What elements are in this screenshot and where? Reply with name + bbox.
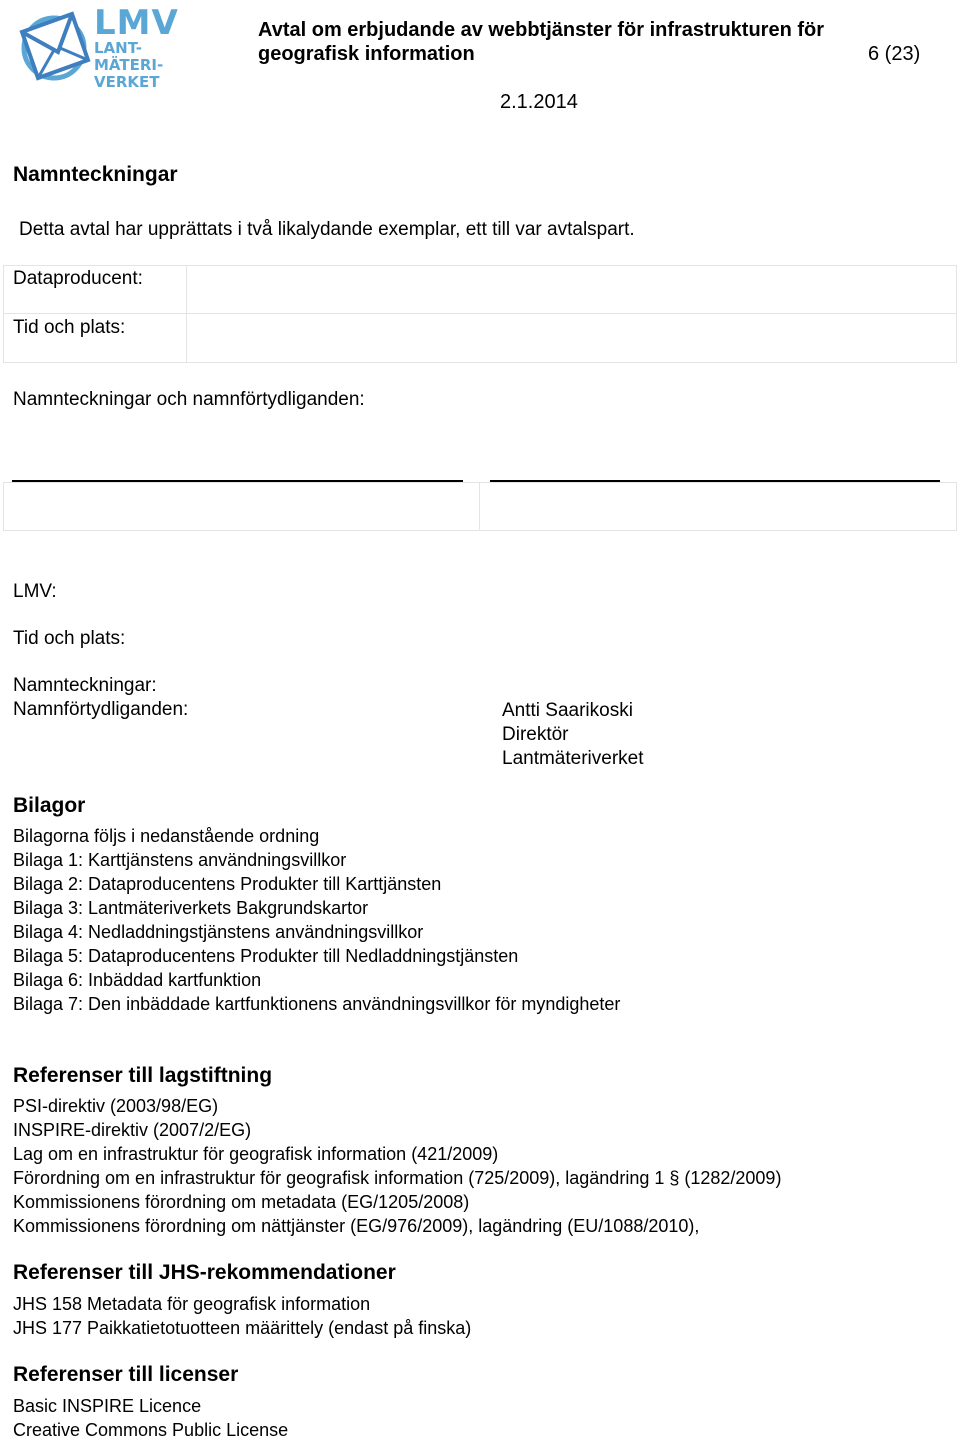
logo-line-materi: MÄTERI- xyxy=(94,56,164,74)
list-item: Bilaga 2: Dataproducentens Produkter till Karttjänsten xyxy=(13,874,442,894)
signatures-heading: Namnteckningar xyxy=(13,163,178,186)
jhs-list xyxy=(13,1292,471,1340)
list-item: Bilagorna följs i nedanstående ordning xyxy=(13,826,320,846)
list-item: Bilaga 5: Dataproducentens Produkter till Nedladdningstjänsten xyxy=(13,946,519,966)
logo-line-lant: LANT- xyxy=(94,39,142,57)
bilagor-heading: Bilagor xyxy=(13,794,86,817)
logo-text xyxy=(94,3,179,91)
list-item: JHS 158 Metadata för geografisk information xyxy=(13,1294,371,1314)
producer-place-label: Tid och plats: xyxy=(13,317,126,338)
jhs-heading: Referenser till JHS-rekommendationer xyxy=(13,1261,396,1284)
signatures-intro: Detta avtal har upprättats i två likalydande exemplar, ett till var avtalspart. xyxy=(19,219,635,240)
laws-list xyxy=(13,1094,781,1238)
signature-name-cell-left[interactable] xyxy=(3,482,480,531)
signer-name: Antti Saarikoski xyxy=(502,700,633,721)
laws-heading: Referenser till lagstiftning xyxy=(13,1064,273,1087)
licenses-heading: Referenser till licenser xyxy=(13,1363,239,1386)
document-title-line1: Avtal om erbjudande av webbtjänster för infrastrukturen för xyxy=(258,19,825,41)
list-item: Kommissionens förordning om metadata (EG/1205/2008) xyxy=(13,1192,470,1212)
envelope-globe-icon xyxy=(14,8,94,88)
producer-signatures-label: Namnteckningar och namnförtydliganden: xyxy=(13,389,365,410)
list-item: Bilaga 1: Karttjänstens användningsvillkor xyxy=(13,850,347,870)
list-item: Bilaga 7: Den inbäddade kartfunktionens användningsvillkor för myndigheter xyxy=(13,994,621,1014)
lmv-logo xyxy=(14,3,179,94)
lmv-signer xyxy=(502,699,644,771)
list-item: JHS 177 Paikkatietotuotteen määrittely (endast på finska) xyxy=(13,1318,472,1338)
signer-organisation: Lantmäteriverket xyxy=(502,748,644,769)
list-item: PSI-direktiv (2003/98/EG) xyxy=(13,1096,219,1116)
list-item: Kommissionens förordning om nättjänster (EG/976/2009), lagändring (EU/1088/2010), xyxy=(13,1216,700,1236)
list-item: Förordning om en infrastruktur för geografisk information (725/2009), lagändring 1 § (1282/2009) xyxy=(13,1168,782,1188)
bilagor-list xyxy=(13,824,620,1016)
lmv-signatures-label: Namnteckningar: xyxy=(13,675,157,696)
list-item: Bilaga 3: Lantmäteriverkets Bakgrundskartor xyxy=(13,898,369,918)
logo-line-verket: VERKET xyxy=(94,73,160,91)
list-item: Lag om en infrastruktur för geografisk information (421/2009) xyxy=(13,1144,499,1164)
lmv-place-label: Tid och plats: xyxy=(13,628,126,649)
list-item: Bilaga 4: Nedladdningstjänstens användningsvillkor xyxy=(13,922,424,942)
licenses-list xyxy=(13,1394,288,1442)
list-item: Bilaga 6: Inbäddad kartfunktion xyxy=(13,970,262,990)
document-date: 2.1.2014 xyxy=(500,91,578,113)
list-item: Creative Commons Public License xyxy=(13,1420,289,1440)
list-item: Basic INSPIRE Licence xyxy=(13,1396,202,1416)
producer-label: Dataproducent: xyxy=(13,268,143,289)
logo-line-lmv: LMV xyxy=(94,3,179,43)
producer-place-value-cell[interactable] xyxy=(186,313,957,363)
list-item: INSPIRE-direktiv (2007/2/EG) xyxy=(13,1120,252,1140)
page-number: 6 (23) xyxy=(868,43,921,65)
signature-name-cell-right[interactable] xyxy=(479,482,957,531)
producer-value-cell[interactable] xyxy=(186,265,957,314)
lmv-names-label: Namnförtydliganden: xyxy=(13,699,189,720)
document-title-line2: geografisk information xyxy=(258,43,475,65)
signer-title: Direktör xyxy=(502,724,569,745)
lmv-label: LMV: xyxy=(13,581,57,602)
